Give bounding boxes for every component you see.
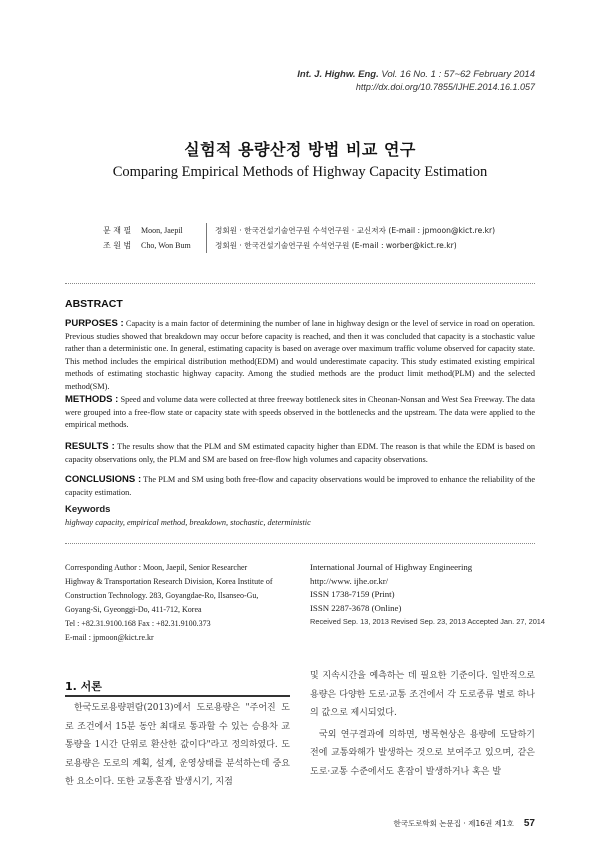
author-name-en: Cho, Won Bum: [141, 241, 191, 250]
title-english: Comparing Empirical Methods of Highway Capacity Estimation: [112, 164, 488, 180]
keywords-text: highway capacity, empirical method, breakdown, stochastic, deterministic: [65, 518, 311, 527]
body-paragraph: 한국도로용량편람(2013)에서 도로용량은 "주어진 도로 조건에서 15분 동안 최대로 통과할 수 있는 승용차 교통량을 1시간 단위로 환산한 값이다"라고 정의하였다. 도로용량은 도로의 계획, 설계, 운영상태를 분석하는데 중요한 요소이다. 또한 교통혼잡 발생시기, 지점: [65, 703, 290, 787]
corr-line: Highway & Transportation Research Division, Korea Institute of: [65, 577, 273, 586]
journal-name: Int. J. Highw. Eng.: [297, 69, 379, 80]
section-heading: 1. 서론: [65, 680, 102, 693]
corr-line: Goyang-Si, Gyeonggi-Do, 411-712, Korea: [65, 605, 202, 614]
journal-doi[interactable]: http://dx.doi.org/10.7855/IJHE.2014.16.1.057: [355, 82, 535, 92]
author-divider: [206, 223, 207, 238]
conclusions-label: CONCLUSIONS :: [65, 474, 142, 485]
journal-info: [310, 561, 550, 629]
author-affiliation: 정회원 · 한국건설기술연구원 수석연구원 (E-mail : worber@kict.re.kr): [215, 241, 457, 250]
corr-line: Construction Technology. 283, Goyangdae-Ro, Ilsanseo-Gu,: [65, 591, 259, 600]
results-text: The results show that the PLM and SM estimated capacity higher than EDM. The reason is that while the EDM is based on capacity observations only, the PLM and SM are based on free-flow high volumes and capacity observations.: [65, 442, 535, 464]
journal-info-url[interactable]: http://www. ijhe.or.kr/: [310, 575, 389, 586]
corr-line: Corresponding Author : Moon, Jaepil, Senior Researcher: [65, 563, 248, 572]
conclusions-text: The PLM and SM using both free-flow and capacity observations would be improved to enhance the reliability of the capacity estimation.: [65, 475, 536, 497]
journal-citation: [297, 69, 535, 80]
abstract-methods: [65, 394, 535, 432]
author-name-ko: 조 원 범: [103, 241, 132, 250]
body-column-left: [65, 699, 290, 792]
section-divider: [65, 283, 535, 284]
title-korean: 실험적 용량산정 방법 비교 연구: [184, 140, 416, 159]
footer-journal: 한국도로학회 논문집 · 제16권 제1호: [393, 819, 514, 828]
corr-line: E-mail : jpmoon@kict.re.kr: [65, 633, 154, 642]
purposes-label: PURPOSES :: [65, 318, 124, 329]
author-row: [103, 238, 495, 253]
author-divider: [206, 238, 207, 253]
journal-info-line: International Journal of Highway Engineering: [310, 562, 473, 572]
author-block: [103, 223, 495, 253]
heading-rule: [65, 695, 290, 697]
purposes-text: Capacity is a main factor of determining the number of lane in highway design or the level of service in road on operation. Previous studies showed that breakdown may occur before capacity is reached, and then it was concluded that capacity is a stochastic value rather than a deterministic one. In general, estimating capacity is based on average over maximum traffic volume observed for capacity state. This method includes the empirical distribution method(EDM) and would underestimate capacity. This study estimated existing empirical methods of estimating stochastic highway capacity. Among the studied methods are the product limit method(PLM) and the selected method(SM).: [65, 319, 535, 391]
body-paragraph: 및 지속시간을 예측하는 데 필요한 기준이다. 일반적으로 용량은 다양한 도로·교통 조건에서 각 도로종류 별로 하나의 값으로 제시되었다.: [310, 671, 535, 718]
author-name-ko: 문 재 필: [103, 226, 132, 235]
page-number: 57: [523, 818, 535, 829]
keywords-heading: Keywords: [65, 504, 111, 515]
abstract-conclusions: [65, 474, 535, 499]
corr-line: Tel : +82.31.9100.168 Fax : +82.31.9100.373: [65, 619, 211, 628]
author-affiliation: 정회원 · 한국건설기술연구원 수석연구원 · 교신저자 (E-mail : jpmoon@kict.re.kr): [215, 226, 496, 235]
paper-dates: Received Sep. 13, 2013 Revised Sep. 23, 2013 Accepted Jan. 27, 2014: [310, 617, 546, 626]
abstract-results: [65, 441, 535, 466]
body-paragraph: 국외 연구결과에 의하면, 병목현상은 용량에 도달하기 전에 교통와해가 발생하는 것으로 보여주고 있으며, 같은 도로·교통 수준에서도 혼잡이 발생하거나 혹은 발: [310, 729, 535, 777]
author-name-en: Moon, Jaepil: [141, 226, 183, 235]
body-column-right: [310, 667, 535, 781]
corresponding-author: [65, 561, 295, 645]
page-footer: [393, 818, 535, 829]
journal-info-line: ISSN 2287-3678 (Online): [310, 602, 402, 613]
author-row: [103, 223, 495, 238]
methods-label: METHODS :: [65, 394, 119, 405]
abstract-purposes: [65, 318, 535, 394]
journal-info-line: ISSN 1738-7159 (Print): [310, 589, 395, 599]
results-label: RESULTS :: [65, 441, 115, 452]
abstract-heading: ABSTRACT: [65, 298, 123, 310]
methods-text: Speed and volume data were collected at three freeway bottleneck sites in Cheonan-Nonsan and West Sea Freeway. The data were grouped into a free-flow state or capacity state with speeds observed in the bottlenecks and the upstream. The data were applied to the empirical methods.: [65, 395, 535, 430]
section-divider: [65, 543, 535, 544]
journal-volume: Vol. 16 No. 1 : 57~62 February 2014: [381, 69, 535, 80]
